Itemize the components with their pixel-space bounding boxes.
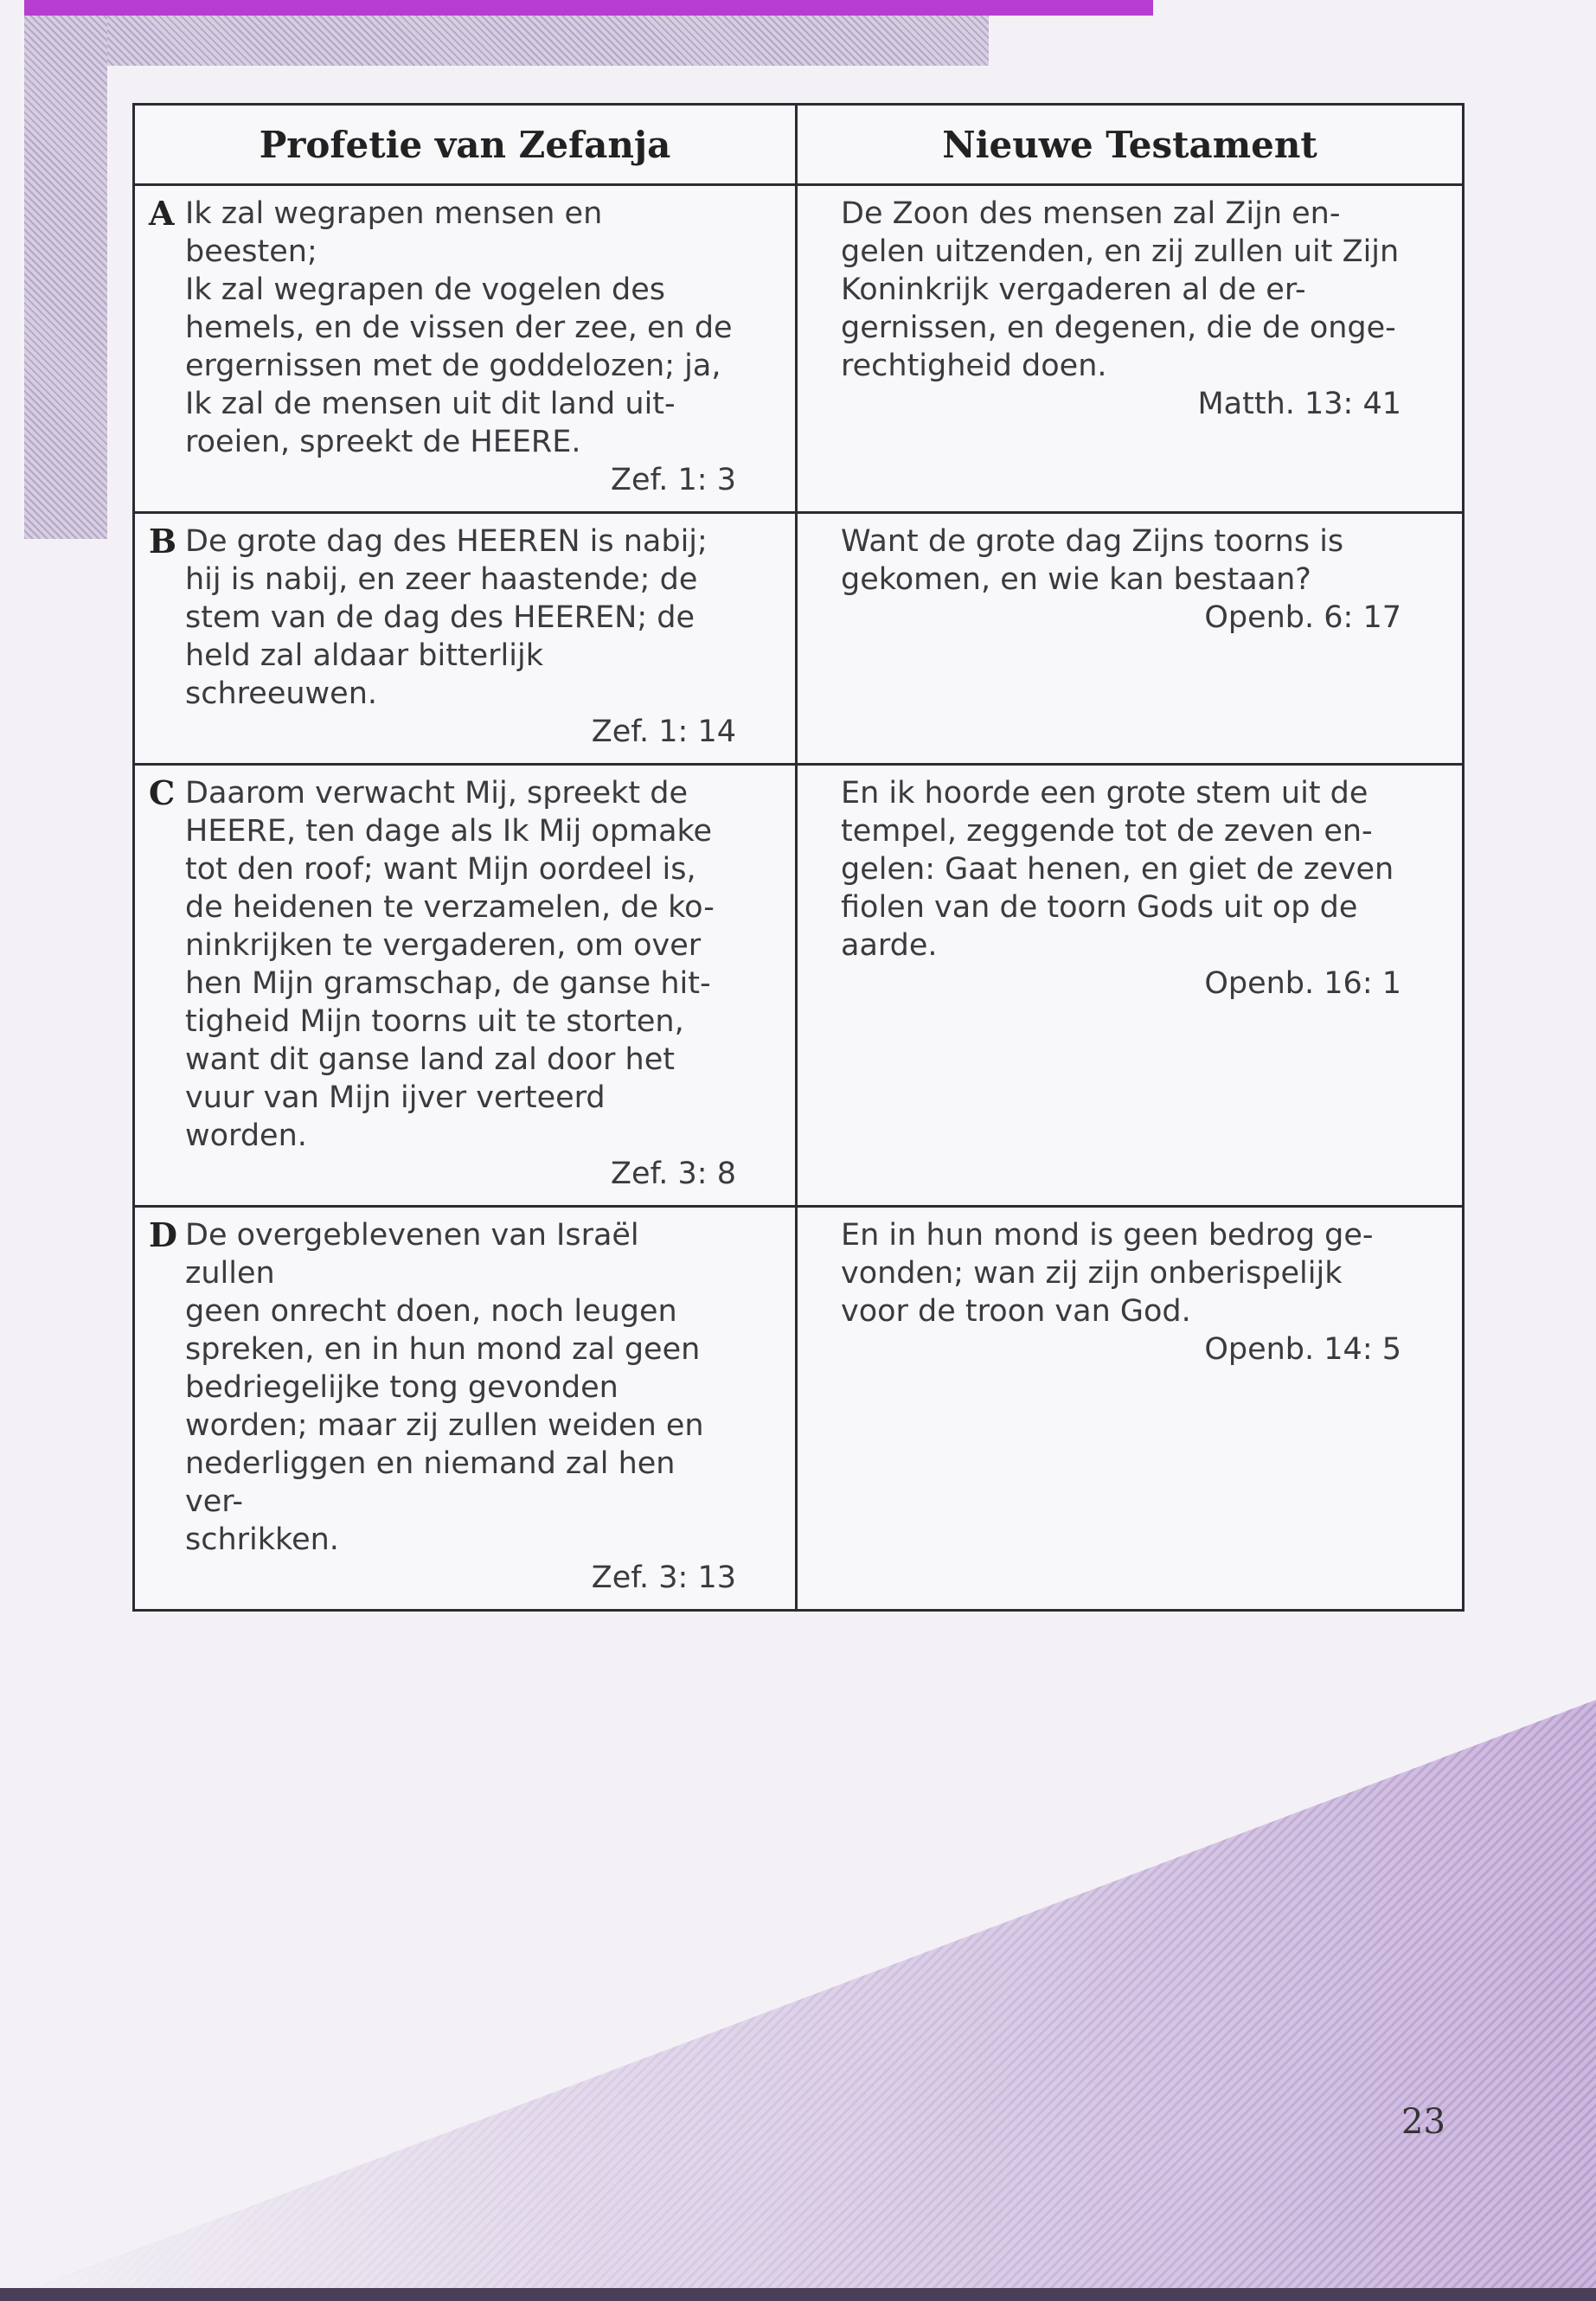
header-new-testament: Nieuwe Testament — [797, 105, 1464, 185]
new-testament-text: En in hun mond is geen bedrog ge- vonden; wan zij zijn onberispelijk voor de troon van God. — [841, 1218, 1374, 1329]
zefanja-text: De overgeblevenen van Israël zullen geen onrecht doen, noch leugen spreken, en in hun mond zal geen bedriegelijke tong gevonden worden; maar zij zullen weiden en nederliggen en niemand zal hen ver- schrikken. — [185, 1218, 704, 1557]
table-row — [134, 513, 1464, 765]
zefanja-text: De grote dag des HEEREN is nabij; hij is nabij, en zeer haastende; de stem van de dag des HEEREN; de held zal aldaar bitterlijk schreeuwen. — [185, 524, 708, 711]
table-header-row — [134, 105, 1464, 185]
zefanja-cell — [134, 1207, 797, 1611]
new-testament-cell — [797, 1207, 1464, 1611]
zefanja-cell — [134, 185, 797, 513]
page-number: 23 — [1401, 2102, 1445, 2142]
new-testament-text: Want de grote dag Zijns toorns is gekomen, en wie kan bestaan? — [841, 524, 1344, 597]
table-row — [134, 765, 1464, 1207]
header-zefanja: Profetie van Zefanja — [134, 105, 797, 185]
new-testament-cell — [797, 765, 1464, 1207]
row-letter: D — [149, 1215, 177, 1254]
zefanja-text: Ik zal wegrapen mensen en beesten; Ik zal wegrapen de vogelen des hemels, en de vissen der zee, en de ergernissen met de goddelozen; ja, Ik zal de mensen uit dit land uit- roeien, spreekt de HEERE. — [185, 196, 733, 459]
comparison-table — [132, 103, 1462, 1612]
new-testament-reference: Openb. 16: 1 — [1204, 966, 1401, 1001]
table-row — [134, 185, 1464, 513]
new-testament-reference: Openb. 14: 5 — [1204, 1332, 1401, 1367]
row-letter: C — [149, 773, 176, 812]
zefanja-cell — [134, 513, 797, 765]
zefanja-text: Daarom verwacht Mij, spreekt de HEERE, ten dage als Ik Mij opmake tot den roof; want Mijn oordeel is, de heidenen te verzamelen, de ko- ninkrijken te vergaderen, om over hen Mijn gramschap, de ganse hit- tigheid Mijn toorns uit te storten, want dit ganse land zal door het vuur van Mijn ijver verteerd worden. — [185, 776, 715, 1153]
new-testament-reference: Openb. 6: 17 — [1204, 600, 1401, 635]
zefanja-reference: Zef. 1: 3 — [611, 463, 736, 497]
new-testament-text: De Zoon des mensen zal Zijn en- gelen uitzenden, en zij zullen uit Zijn Koninkrijk vergaderen al de er- gernissen, en degenen, die de onge- rechtigheid doen. — [841, 196, 1400, 383]
new-testament-cell — [797, 513, 1464, 765]
zefanja-reference: Zef. 3: 13 — [591, 1561, 736, 1595]
table-row — [134, 1207, 1464, 1611]
new-testament-cell — [797, 185, 1464, 513]
zefanja-reference: Zef. 3: 8 — [611, 1157, 736, 1191]
new-testament-reference: Matth. 13: 41 — [1197, 387, 1401, 421]
row-letter: B — [149, 522, 177, 561]
zefanja-cell — [134, 765, 797, 1207]
new-testament-text: En ik hoorde een grote stem uit de tempel, zeggende tot de zeven en- gelen: Gaat henen, en giet de zeven fiolen van de toorn Gods uit op de aarde. — [841, 776, 1394, 963]
row-letter: A — [149, 194, 175, 233]
zefanja-reference: Zef. 1: 14 — [591, 715, 736, 749]
